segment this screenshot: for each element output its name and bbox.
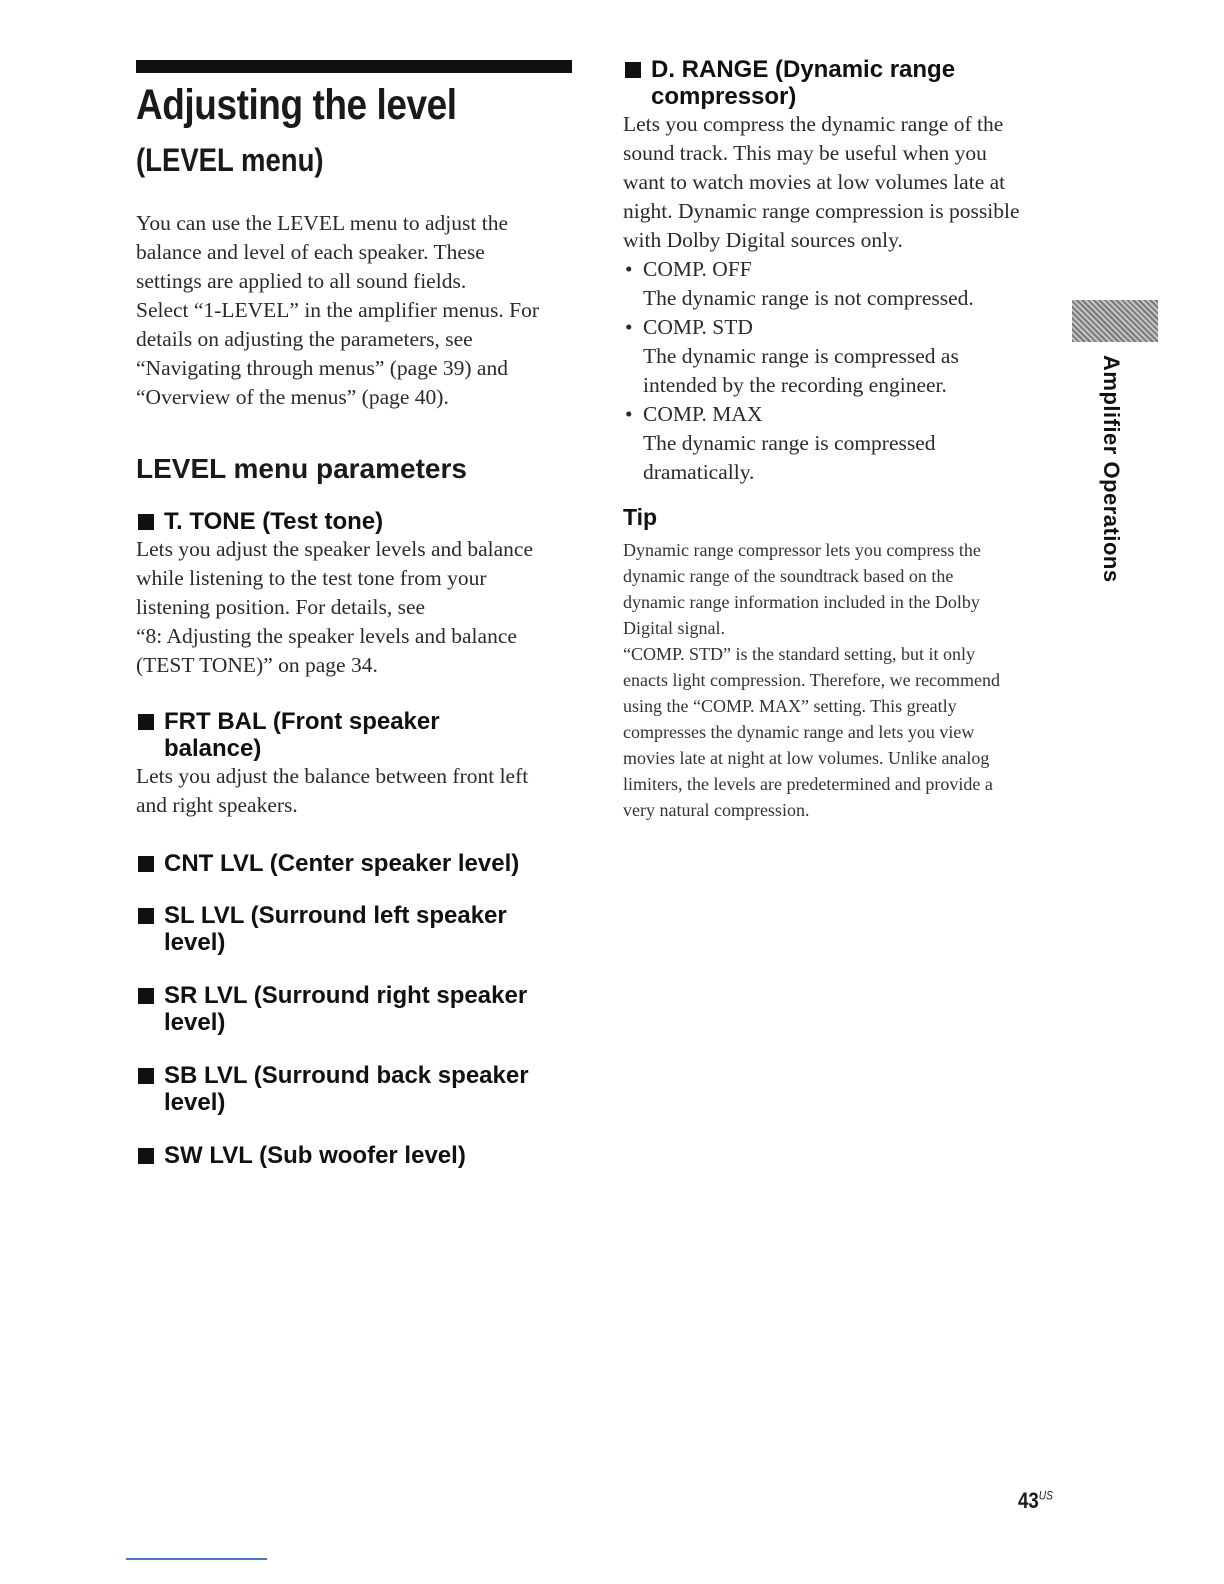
option-desc: The dynamic range is compressed as	[643, 344, 959, 368]
square-bullet-icon	[138, 514, 154, 530]
param-heading	[136, 508, 572, 535]
tip-line: compresses the dynamic range and lets you view	[623, 722, 975, 742]
tip-line: enacts light compression. Therefore, we recommend	[623, 670, 1001, 690]
tip-heading: Tip	[623, 504, 658, 530]
param-line: want to watch movies at low volumes late at	[623, 170, 1006, 194]
param-heading	[136, 1062, 572, 1116]
param-t-tone	[136, 508, 572, 680]
param-line: “8: Adjusting the speaker levels and balance	[136, 624, 517, 648]
page-number-suffix: US	[1038, 1488, 1053, 1503]
param-heading	[136, 1142, 572, 1169]
param-heading-text: T. TONE (Test tone)	[164, 508, 384, 535]
tip-line: dynamic range information included in the Dolby	[623, 592, 980, 612]
page-number-value: 43	[1018, 1488, 1039, 1513]
param-heading-text: level)	[164, 929, 226, 956]
square-bullet-icon	[625, 62, 641, 78]
square-bullet-icon	[138, 1148, 154, 1164]
param-heading-text: D. RANGE (Dynamic range	[651, 56, 956, 83]
tip-line: using the “COMP. MAX” setting. This greatly	[623, 696, 957, 716]
chapter-tab-marker	[1072, 300, 1158, 342]
intro-line: “Overview of the menus” (page 40).	[136, 385, 449, 409]
tip-line: Dynamic range compressor lets you compress the	[623, 540, 981, 560]
option-label: COMP. MAX	[643, 402, 763, 426]
param-heading	[623, 56, 1063, 110]
param-heading	[136, 902, 572, 956]
title-rule	[136, 60, 572, 73]
tip-box	[623, 503, 1063, 823]
page-title: Adjusting the level	[136, 81, 457, 129]
tip-line: movies late at night at low volumes. Unlike analog	[623, 748, 990, 768]
intro-line: “Navigating through menus” (page 39) and	[136, 356, 508, 380]
square-bullet-icon	[138, 1068, 154, 1084]
param-frt-bal	[136, 708, 572, 820]
param-heading-text: level)	[164, 1009, 226, 1036]
tip-line: very natural compression.	[623, 800, 810, 820]
param-heading-text: SB LVL (Surround back speaker	[164, 1062, 529, 1089]
tip-line: dynamic range of the soundtrack based on the	[623, 566, 954, 586]
param-heading-text: compressor)	[651, 83, 797, 110]
option-label: COMP. STD	[643, 315, 753, 339]
tip-line: limiters, the levels are predetermined and provide a	[623, 774, 993, 794]
param-heading-text: level)	[164, 1089, 226, 1116]
intro-line: settings are applied to all sound fields.	[136, 269, 467, 293]
param-sb-lvl	[136, 1062, 572, 1116]
right-column	[623, 56, 1063, 823]
param-heading-text: FRT BAL (Front speaker	[164, 708, 440, 735]
param-heading	[136, 982, 572, 1036]
option-comp-std	[623, 313, 1063, 342]
param-heading-text: SL LVL (Surround left speaker	[164, 902, 507, 929]
bullet-dot: •	[625, 402, 633, 426]
param-sl-lvl	[136, 902, 572, 956]
option-desc: The dynamic range is compressed	[643, 431, 936, 455]
option-comp-max	[623, 400, 1063, 429]
param-cnt-lvl	[136, 850, 572, 877]
section-heading: LEVEL menu parameters	[136, 453, 467, 484]
left-column	[136, 60, 572, 1169]
page-subtitle: (LEVEL menu)	[136, 142, 324, 178]
param-heading-text: CNT LVL (Center speaker level)	[164, 850, 520, 877]
option-comp-off	[623, 255, 1063, 284]
option-desc: dramatically.	[643, 460, 755, 484]
square-bullet-icon	[138, 988, 154, 1004]
bullet-dot: •	[625, 315, 633, 339]
param-line: Lets you compress the dynamic range of the	[623, 112, 1004, 136]
option-label: COMP. OFF	[643, 257, 752, 281]
intro-paragraph	[136, 209, 572, 412]
intro-line: You can use the LEVEL menu to adjust the	[136, 211, 509, 235]
param-line: night. Dynamic range compression is possible	[623, 199, 1020, 223]
footer-rule	[126, 1558, 267, 1560]
option-desc: intended by the recording engineer.	[643, 373, 947, 397]
param-heading-text: balance)	[164, 735, 262, 762]
tip-line: Digital signal.	[623, 618, 725, 638]
option-desc: The dynamic range is not compressed.	[643, 286, 974, 310]
param-line: listening position. For details, see	[136, 595, 426, 619]
param-heading-text: SW LVL (Sub woofer level)	[164, 1142, 466, 1169]
param-line: while listening to the test tone from your	[136, 566, 487, 590]
param-line: with Dolby Digital sources only.	[623, 228, 903, 252]
intro-line: Select “1-LEVEL” in the amplifier menus. For	[136, 298, 539, 322]
param-line: (TEST TONE)” on page 34.	[136, 653, 378, 677]
page-number	[1018, 1488, 1053, 1514]
param-heading	[136, 850, 572, 877]
intro-line: balance and level of each speaker. These	[136, 240, 485, 264]
param-line: and right speakers.	[136, 793, 298, 817]
param-line: Lets you adjust the speaker levels and balance	[136, 537, 534, 561]
param-heading	[136, 708, 572, 762]
param-sw-lvl	[136, 1142, 572, 1169]
param-sr-lvl	[136, 982, 572, 1036]
bullet-dot: •	[625, 257, 633, 281]
param-line: sound track. This may be useful when you	[623, 141, 987, 165]
square-bullet-icon	[138, 856, 154, 872]
square-bullet-icon	[138, 908, 154, 924]
tip-line: “COMP. STD” is the standard setting, but it only	[623, 644, 975, 664]
param-heading-text: SR LVL (Surround right speaker	[164, 982, 528, 1009]
param-line: Lets you adjust the balance between front left	[136, 764, 529, 788]
intro-line: details on adjusting the parameters, see	[136, 327, 473, 351]
param-d-range	[623, 56, 1063, 487]
square-bullet-icon	[138, 714, 154, 730]
chapter-tab-label: Amplifier Operations	[1099, 355, 1124, 583]
